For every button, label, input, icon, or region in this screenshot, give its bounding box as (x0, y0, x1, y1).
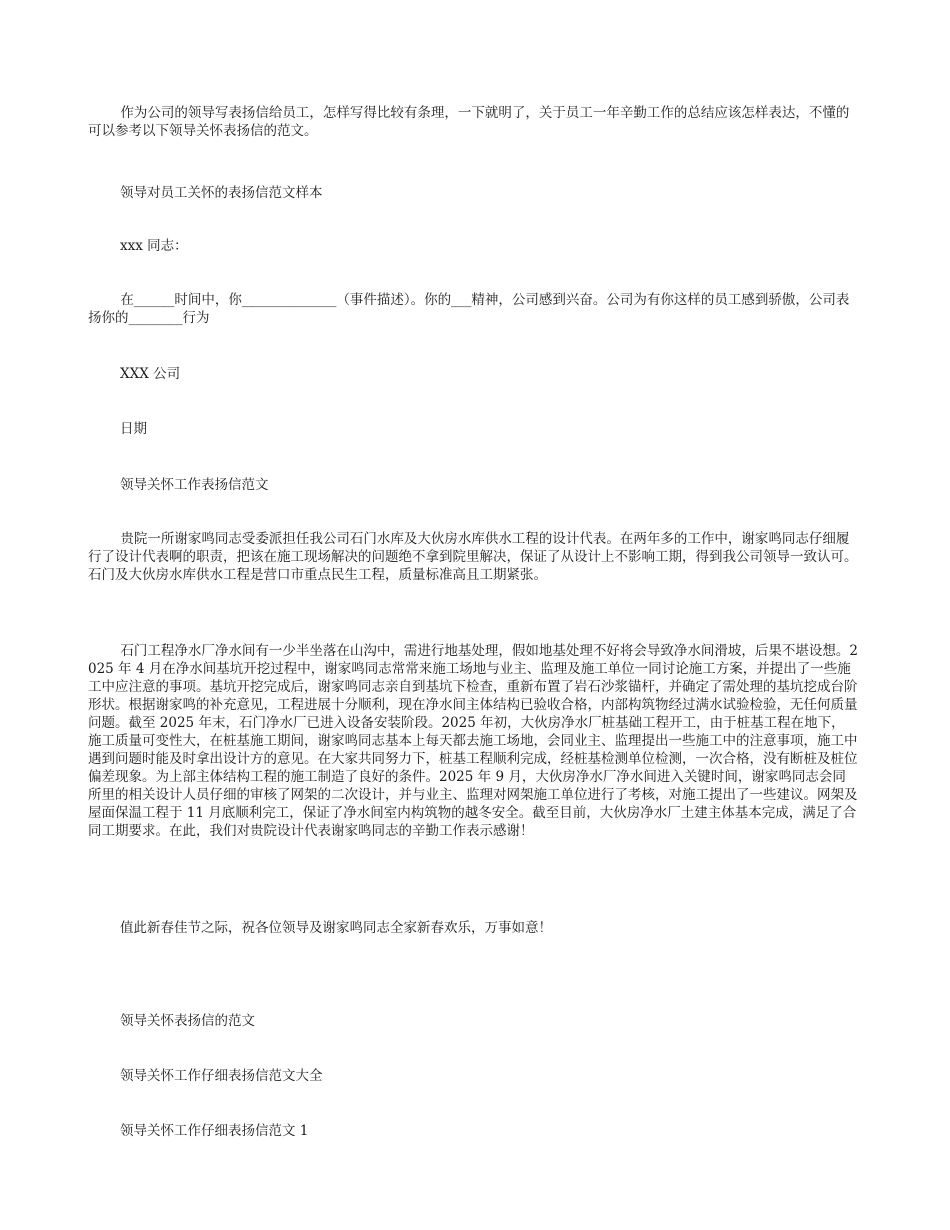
closing-line: 值此新春佳节之际，祝各位领导及谢家鸣同志全家新春欢乐，万事如意！ (120, 920, 552, 936)
letter-paragraph-1: 贵院一所谢家鸣同志受委派担任我公司石门水库及大伙房水库供水工程的设计代表。在两年多的工作中，谢家鸣同志仔细履行了设计代表啊的职责，把该在施工现场解决的问题绝不拿到院里解决，保证了从设计上不影响工期，得到我公司领导一致认可。石门及大伙房水库供水工程是营口市重点民生工程，质量标准高且工期紧张。 (88, 531, 858, 583)
date-line: 日期 (120, 421, 147, 437)
template-paragraph: 在______时间中，你______________（事件描述）。你的___精神，公司感到兴奋。公司为有你这样的员工感到骄傲，公司表扬你的________行为 (88, 292, 850, 326)
intro-paragraph: 作为公司的领导写表扬信给员工，怎样写得比较有条理，一下就明了，关于员工一年辛勤工作的总结应该怎样表达，不懂的可以参考以下领导关怀表扬信的范文。 (88, 105, 850, 139)
company-signature: XXX 公司 (120, 366, 181, 382)
related-heading-2: 领导关怀工作仔细表扬信范文大全 (120, 1068, 323, 1084)
related-heading-1: 领导关怀表扬信的范文 (120, 1013, 255, 1029)
salutation: xxx 同志： (120, 238, 188, 254)
related-heading-3: 领导关怀工作仔细表扬信范文 1 (120, 1123, 309, 1139)
sample-title: 领导对员工关怀的表扬信范文样本 (120, 185, 323, 201)
letter-title: 领导关怀工作表扬信范文 (120, 477, 269, 493)
letter-paragraph-2: 石门工程净水厂净水间有一少半坐落在山沟中，需进行地基处理，假如地基处理不好将会导致净水间滑坡，后果不堪设想。2025 年 4 月在净水间基坑开挖过程中，谢家鸣同志常常来施工场地与业主、监理及施工单位一同讨论施工方案，并提出了一些施工中应注意的事项。基坑开挖完成后，谢家鸣同志亲自到基坑下检查，重新布置了岩石沙浆锚杆，并确定了需处理的基坑挖成台阶形状。根据谢家鸣的补充意见，工程进展十分顺利，现在净水间主体结构已验收合格，内部构筑物经过满水试验检验，无任何质量问题。截至 2025 年末，石门净水厂已进入设备安装阶段。2025 年初，大伙房净水厂桩基础工程开工，由于桩基工程在地下，施工质量可变性大，在桩基施工期间，谢家鸣同志基本上每天都去施工场地，会同业主、监理提出一些施工中的注意事项，施工中遇到问题时能及时拿出设计方的意见。在大家共同努力下，桩基工程顺利完成，经桩基检测单位检测，一次合格，没有断桩及桩位偏差现象。为上部主体结构工程的施工制造了良好的条件。2025 年 9 月，大伙房净水厂净水间进入关键时间，谢家鸣同志会同所里的相关设计人员仔细的审核了网架的二次设计，并与业主、监理对网架施工单位进行了考核，对施工提出了一些建议。网架及屋面保温工程于 11 月底顺利完工，保证了净水间室内构筑物的越冬安全。截至目前，大伙房净水厂土建主体基本完成，满足了合同工期要求。在此，我们对贵院设计代表谢家鸣同志的辛勤工作表示感谢！ (88, 643, 858, 839)
